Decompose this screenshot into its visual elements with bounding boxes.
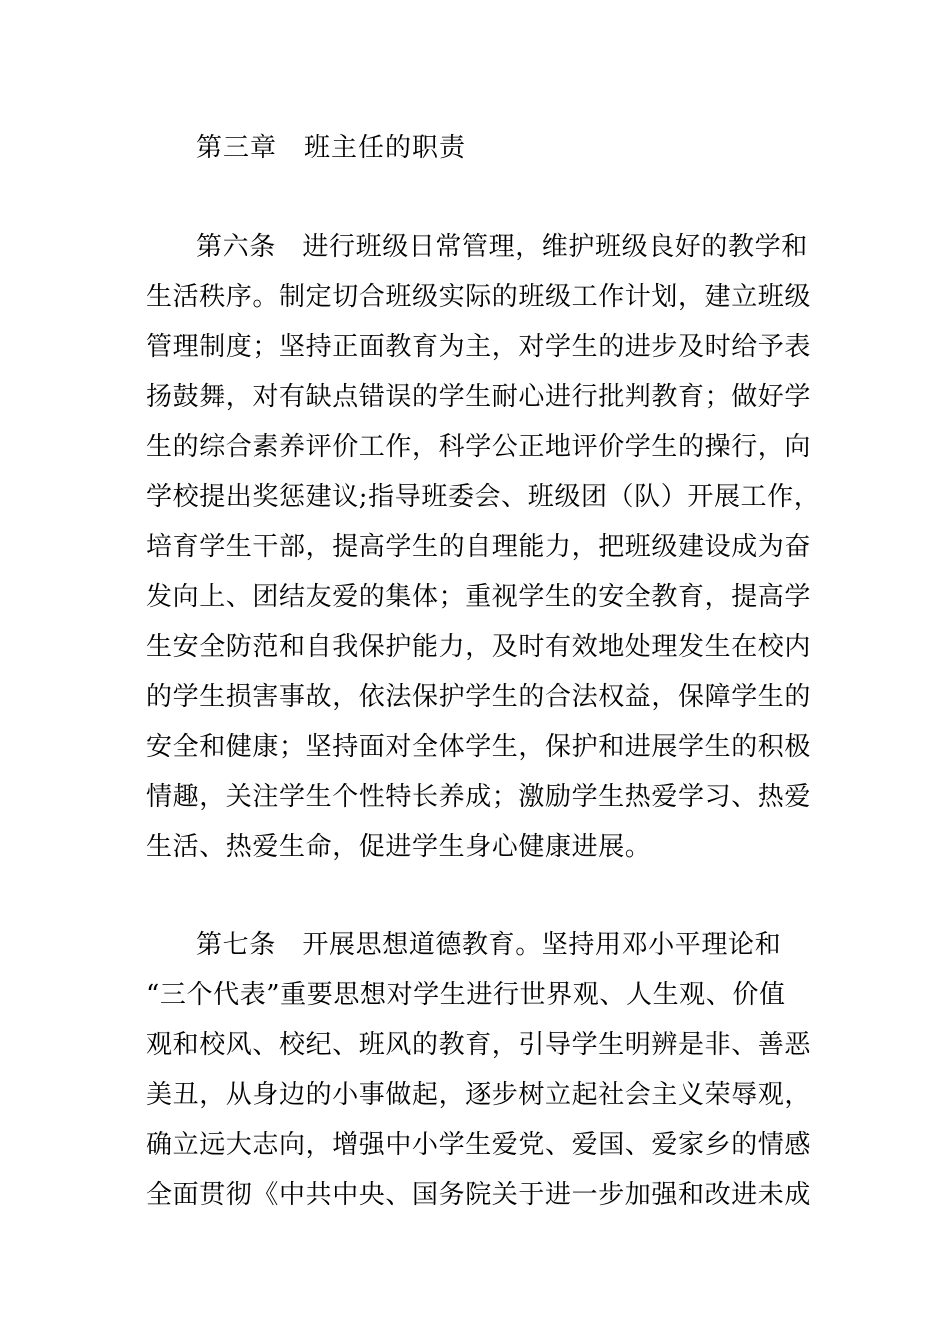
paragraph-line: 生活秩序。制定切合班级实际的班级工作计划，建立班级 xyxy=(146,282,812,312)
paragraph-line: 发向上、团结友爱的集体；重视学生的安全教育，提高学 xyxy=(146,582,812,612)
article-6-paragraph xyxy=(146,222,821,872)
paragraph-line: 生的综合素养评价工作，科学公正地评价学生的操行，向 xyxy=(146,432,812,462)
paragraph-line: “三个代表”重要思想对学生进行世界观、人生观、价值 xyxy=(146,980,786,1010)
article-7-paragraph xyxy=(146,920,812,1220)
paragraph-line: 学校提出奖惩建议;指导班委会、班级团（队）开展工作， xyxy=(146,482,821,512)
paragraph-line: 生安全防范和自我保护能力，及时有效地处理发生在校内 xyxy=(146,632,812,662)
paragraph-line: 确立远大志向，增强中小学生爱党、爱国、爱家乡的情感 xyxy=(146,1130,812,1160)
paragraph-line: 生活、热爱生命，促进学生身心健康进展。 xyxy=(146,832,652,862)
paragraph-line: 第六条 进行班级日常管理，维护班级良好的教学和 xyxy=(196,232,808,262)
paragraph-line: 培育学生干部，提高学生的自理能力，把班级建设成为奋 xyxy=(146,532,812,562)
paragraph-line: 的学生损害事故，依法保护学生的合法权益，保障学生的 xyxy=(146,682,812,712)
paragraph-line: 安全和健康；坚持面对全体学生，保护和进展学生的积极 xyxy=(146,732,812,762)
chapter-heading: 第三章 班主任的职责 xyxy=(196,133,467,163)
paragraph-line: 情趣，关注学生个性特长养成；激励学生热爱学习、热爱 xyxy=(146,782,812,812)
paragraph-line: 第七条 开展思想道德教育。坚持用邓小平理论和 xyxy=(196,930,782,960)
paragraph-line: 管理制度；坚持正面教育为主，对学生的进步及时给予表 xyxy=(146,332,812,362)
paragraph-line: 扬鼓舞，对有缺点错误的学生耐心进行批判教育；做好学 xyxy=(146,382,812,412)
paragraph-line: 观和校风、校纪、班风的教育，引导学生明辨是非、善恶 xyxy=(146,1030,812,1060)
paragraph-line: 美丑，从身边的小事做起，逐步树立起社会主义荣辱观， xyxy=(146,1080,812,1110)
paragraph-line: 全面贯彻《中共中央、国务院关于进一步加强和改进未成 xyxy=(146,1180,812,1210)
